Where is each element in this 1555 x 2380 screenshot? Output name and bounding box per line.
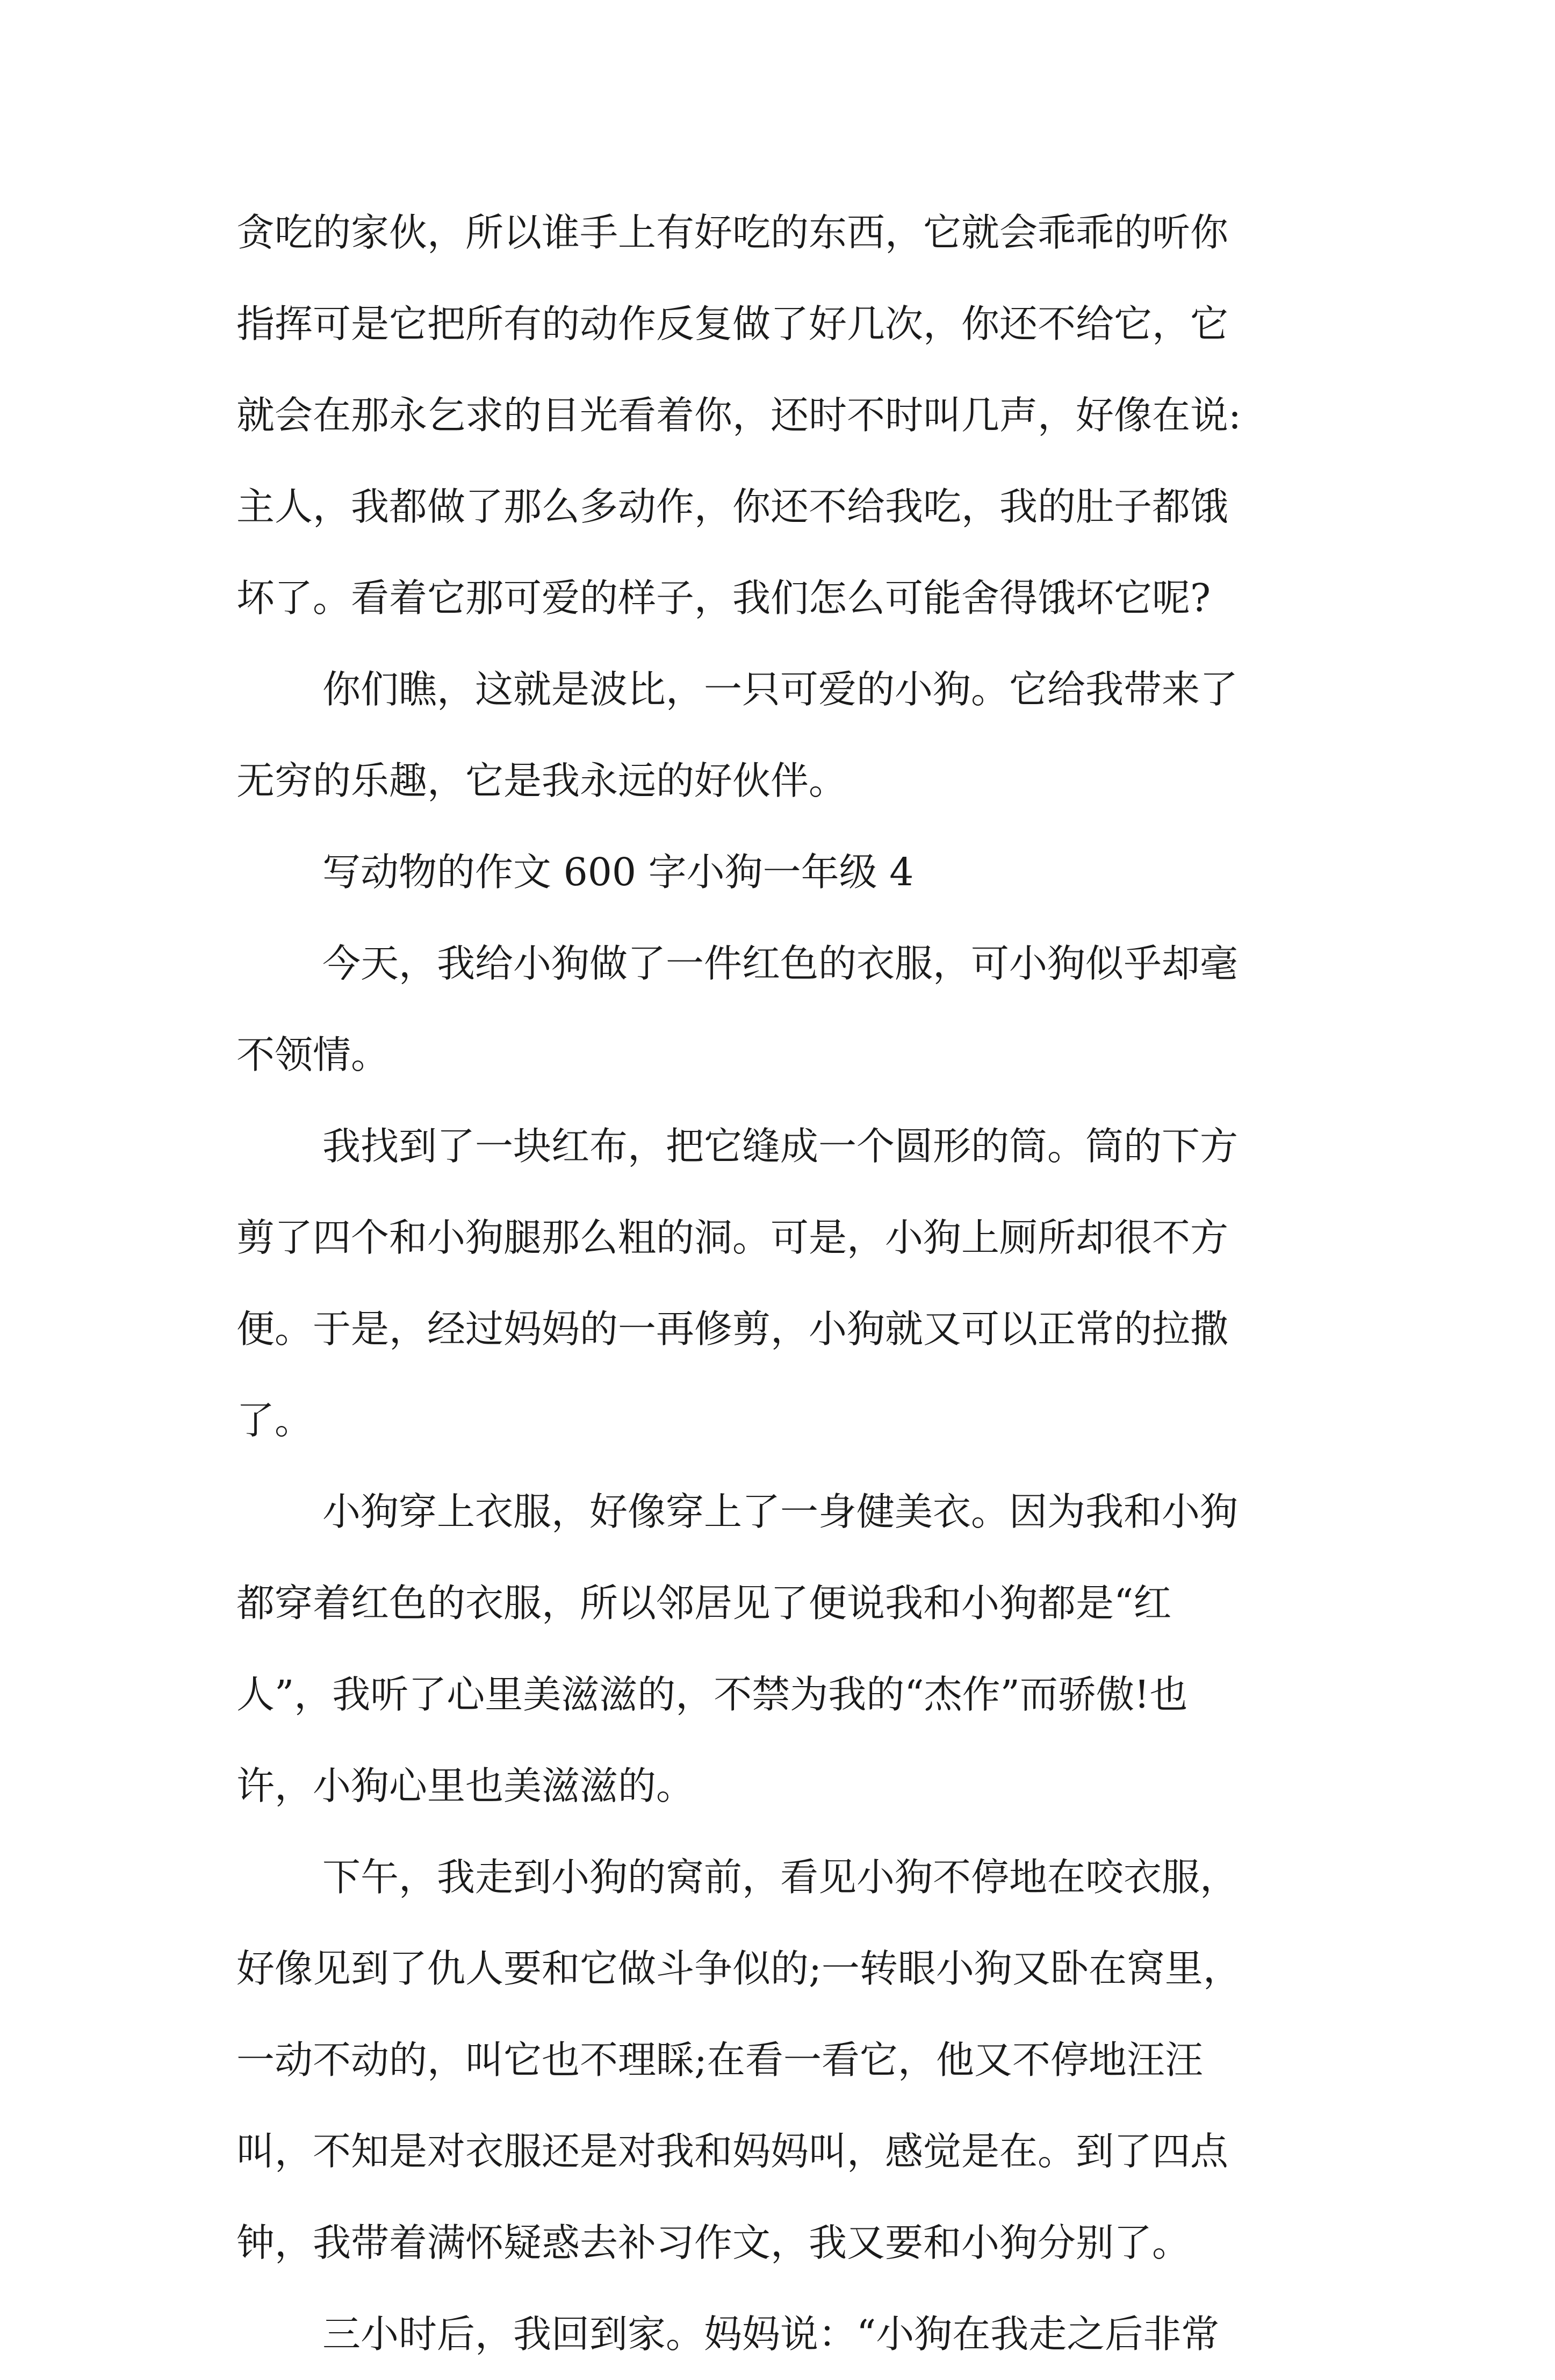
paragraph-first-line: 我找到了一块红布，把它缝成一个圆形的筒。筒的下方: [322, 1124, 1239, 1169]
text-line: 贪吃的家伙，所以谁手上有好吃的东西，它就会乖乖的听你: [236, 210, 1229, 255]
text-line: 坏了。看着它那可爱的样子，我们怎么可能舍得饿坏它呢?: [236, 576, 1211, 620]
text-line: 主人，我都做了那么多动作，你还不给我吃，我的肚子都饿: [236, 484, 1229, 529]
paragraph-first-line: 今天，我给小狗做了一件红色的衣服，可小狗似乎却毫: [322, 941, 1239, 986]
text-line: 都穿着红色的衣服，所以邻居见了便说我和小狗都是“红: [236, 1581, 1172, 1625]
paragraph-first-line: 下午，我走到小狗的窝前，看见小狗不停地在咬衣服，: [322, 1855, 1239, 1899]
text-line: 许，小狗心里也美滋滋的。: [236, 1764, 695, 1808]
text-line: 钟，我带着满怀疑惑去补习作文，我又要和小狗分别了。: [236, 2220, 1191, 2265]
text-line: 叫，不知是对衣服还是对我和妈妈叫，感觉是在。到了四点: [236, 2129, 1229, 2174]
text-line: 好像见到了仇人要和它做斗争似的;一转眼小狗又卧在窝里，: [236, 1946, 1241, 1991]
text-line: 了。: [236, 1398, 313, 1443]
text-line: 剪了四个和小狗腿那么粗的洞。可是，小狗上厕所却很不方: [236, 1215, 1229, 1260]
text-line: 不领情。: [236, 1033, 390, 1077]
paragraph-first-line: 你们瞧，这就是波比，一只可爱的小狗。它给我带来了: [322, 667, 1239, 712]
paragraph-first-line: 小狗穿上衣服，好像穿上了一身健美衣。因为我和小狗: [322, 1489, 1239, 1534]
text-line: 人”，我听了心里美滋滋的，不禁为我的“杰作”而骄傲!也: [236, 1672, 1188, 1717]
document-body: [236, 187, 1327, 2380]
text-line: 便。于是，经过妈妈的一再修剪，小狗就又可以正常的拉撒: [236, 1307, 1229, 1351]
paragraph-first-line: 三小时后，我回到家。妈妈说：“小狗在我走之后非常: [322, 2312, 1220, 2356]
text-line: 一动不动的，叫它也不理睬;在看一看它，他又不停地汪汪: [236, 2038, 1203, 2082]
section-heading: 写动物的作文 600 字小狗一年级 4: [322, 850, 914, 894]
text-line: 无穷的乐趣，它是我永远的好伙伴。: [236, 758, 847, 803]
text-line: 指挥可是它把所有的动作反复做了好几次，你还不给它，它: [236, 302, 1229, 346]
text-line: 就会在那永乞求的目光看着你，还时不时叫几声，好像在说:: [236, 393, 1241, 438]
